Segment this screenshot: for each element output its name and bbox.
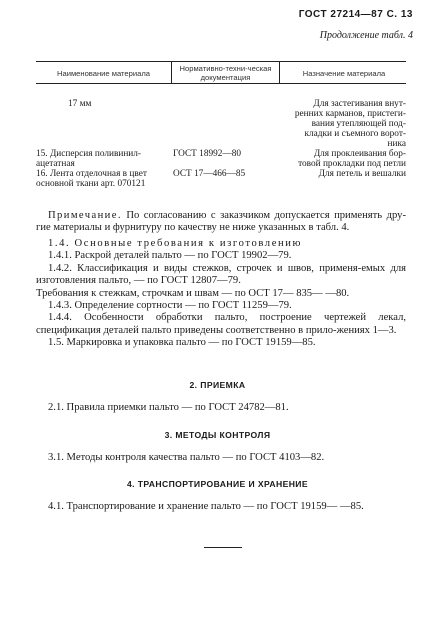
paragraph-1-4-3: 1.4.3. Определение сортности — по ГОСТ 11259—79. (48, 300, 292, 312)
cell-text-line: 15. Дисперсия поливинил- (36, 149, 142, 159)
table-cell-material (68, 99, 91, 109)
table-cell-purpose (286, 149, 406, 169)
end-rule (204, 547, 242, 548)
table-cell-doc (173, 149, 241, 159)
section-heading-transport-storage: 4. ТРАНСПОРТИРОВАНИЕ И ХРАНЕНИЕ (126, 479, 309, 489)
paragraph-1-4-2: 1.4.2. Классификация и виды стежков, строчек и швов, применя-емых для изготовления пальто, — по ГОСТ 12807—79. (36, 262, 406, 287)
section-heading-acceptance: 2. ПРИЕМКА (189, 380, 246, 390)
note-text: По согласованию с заказчиком допускается применять дру-гие материалы и фурнитуру по качеству не ниже указанных в табл. 4. (36, 210, 406, 234)
paragraph-2-1: 2.1. Правила приемки пальто — по ГОСТ 24782—81. (48, 402, 289, 413)
table-cell-purpose (286, 169, 406, 179)
section-3-body (36, 452, 406, 464)
section-1-4 (36, 238, 406, 350)
cell-text-line: ацетатная (36, 159, 75, 169)
cell-text-line: ника (387, 139, 406, 149)
table-cell-material (36, 169, 168, 189)
table-cell-material (36, 149, 168, 169)
cell-text-line: Для петель и вешалки (318, 169, 406, 179)
table-column-divider (279, 61, 280, 83)
paragraph-3-1: 3.1. Методы контроля качества пальто — по ГОСТ 4103—82. (48, 452, 325, 463)
section-heading-control-methods: 3. МЕТОДЫ КОНТРОЛЯ (164, 430, 271, 440)
page-header: ГОСТ 27214—87 С. 13 (298, 9, 413, 20)
cell-text-line: ГОСТ 18992—80 (173, 149, 242, 159)
table-continuation-label: Продолжение табл. 4 (319, 30, 413, 41)
section-2-body (36, 402, 406, 414)
paragraph-4-1: 4.1. Транспортирование и хранение пальто — по ГОСТ 19159— —85. (48, 501, 364, 512)
paragraph-1-4-4: 1.4.4. Особенности обработки пальто, построение чертежей лекал, спецификация деталей пальто приведены соответственно в прило-жениях 1—3. (36, 312, 406, 336)
note-paragraph (36, 210, 406, 235)
table-cell-doc (173, 169, 245, 179)
cell-text-line: Для застегивания внут- (313, 99, 406, 109)
table-top-rule (36, 61, 406, 62)
cell-text-line: вания утепляющей под- (311, 119, 406, 129)
cell-text-line: Для проклеивания бор- (313, 149, 406, 159)
paragraph-1-5: 1.5. Маркировка и упаковка пальто — по ГОСТ 19159—85. (48, 337, 316, 349)
table-cell-purpose (286, 99, 406, 149)
cell-text-line: основной ткани арт. 070121 (36, 179, 146, 189)
section-heading-1-4: 1.4. Основные требования к изготовлению (48, 238, 303, 249)
paragraph-1-4-1: 1.4.1. Раскрой деталей пальто — по ГОСТ 19902—79. (48, 250, 292, 262)
column-header-documentation: Нормативно-техни-ческая документация (179, 64, 272, 82)
table-column-divider (171, 61, 172, 83)
note-label: Примечание. (48, 210, 122, 221)
cell-text-line: 16. Лента отделочная в цвет (36, 169, 147, 179)
cell-text-line: ОСТ 17—466—85 (173, 169, 246, 179)
cell-text-line: 17 мм (68, 99, 92, 109)
cell-text-line: товой прокладки под петли (298, 159, 406, 169)
table-header-rule (36, 83, 406, 84)
column-header-purpose: Назначение материала (302, 69, 386, 78)
cell-text-line: кладки и съемного ворот- (304, 129, 406, 139)
paragraph-1-4-2-requirements: Требования к стежкам, строчкам и швам — по ОСТ 17— 835— —80. (36, 287, 350, 299)
column-header-material: Наименование материала (57, 69, 150, 78)
cell-text-line: ренних карманов, пристеги- (294, 109, 406, 119)
section-4-body (36, 501, 406, 513)
